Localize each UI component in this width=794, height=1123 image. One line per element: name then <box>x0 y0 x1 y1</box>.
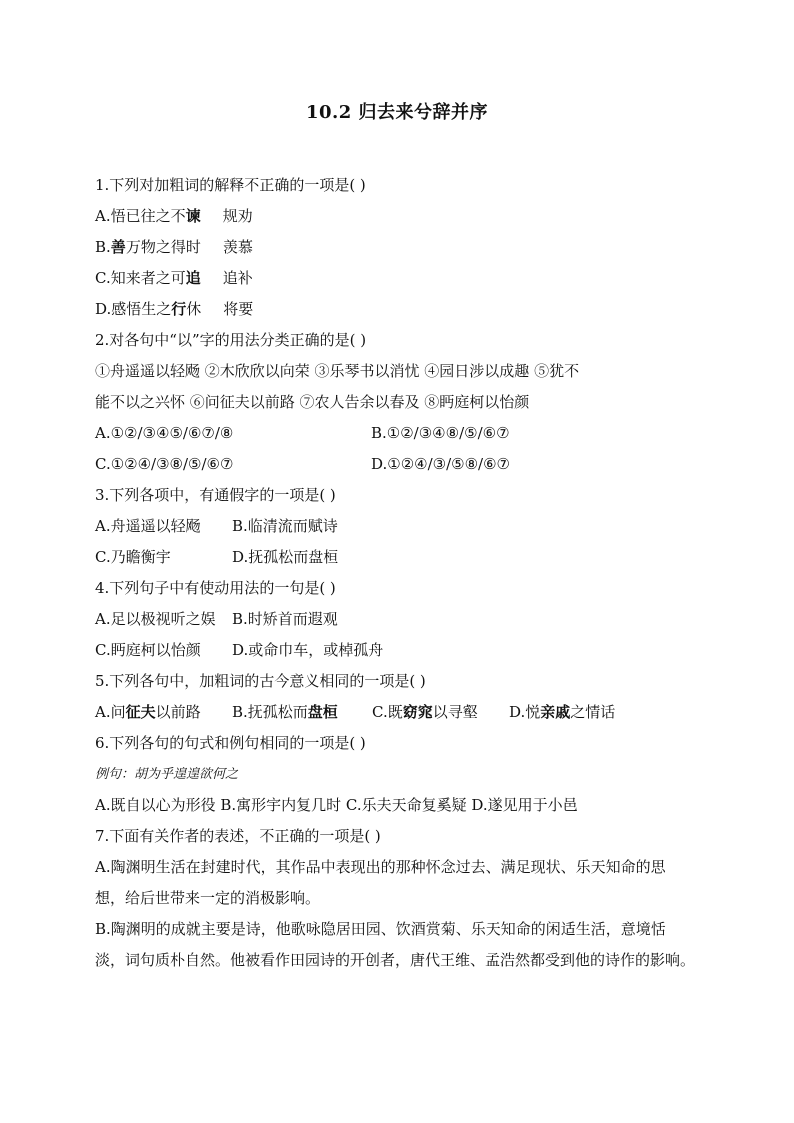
question-4-stem: 4.下列句子中有使动用法的一句是( ) <box>95 579 336 597</box>
question-4-options-cd <box>95 635 695 666</box>
question-5-option-d: D.悦亲戚之情话 <box>509 703 616 721</box>
question-6-stem: 6.下列各句的句式和例句相同的一项是( ) <box>95 734 366 752</box>
question-2-options-cd <box>95 449 695 480</box>
question-3-stem: 3.下列各项中，有通假字的一项是( ) <box>95 486 336 504</box>
bold-word: 善 <box>110 238 126 256</box>
page-title: 10.2 归去来兮辞并序 <box>305 102 489 123</box>
question-2-option-d: D.①②④/③/⑤⑧/⑥⑦ <box>371 455 510 473</box>
question-2-items-line-1: ①舟遥遥以轻飏 ②木欣欣以向荣 ③乐琴书以消忧 ④园日涉以成趣 ⑤犹不 <box>95 362 580 380</box>
question-7-option-b: B.陶渊明的成就主要是诗，他歌咏隐居田园、饮酒赏菊、乐天知命的闲适生活，意境恬淡，词句质朴自然。他被看作田园诗的开创者，唐代王维、孟浩然都受到他的诗作的影响。 <box>95 920 696 969</box>
question-7-stem: 7.下面有关作者的表述，不正确的一项是( ) <box>95 827 381 845</box>
question-2-options-ab <box>95 418 695 449</box>
bold-word: 谏 <box>185 207 201 225</box>
question-1-option-d: D.感悟生之行休 将要 <box>95 300 254 318</box>
bold-word: 行 <box>171 300 187 318</box>
definition: 追补 <box>222 269 253 287</box>
question-3-option-a: A.舟遥遥以轻飏 <box>95 517 201 535</box>
question-3-option-b: B.临清流而赋诗 <box>232 517 338 535</box>
definition: 羡慕 <box>222 238 253 256</box>
question-3-option-d: D.抚孤松而盘桓 <box>232 548 339 566</box>
question-5-option-a: A.问征夫以前路 <box>95 703 201 721</box>
bold-word: 征夫 <box>125 703 156 721</box>
question-6-example: 例句：胡为乎遑遑欲何之 <box>95 767 239 782</box>
question-3-option-c: C.乃瞻衡宇 <box>95 548 171 566</box>
definition: 规劝 <box>222 207 253 225</box>
question-7-option-a: A.陶渊明生活在封建时代，其作品中表现出的那种怀念过去、满足现状、乐天知命的思想，给后世带来一定的消极影响。 <box>95 858 666 907</box>
question-1-option-a: A.悟已往之不谏 规劝 <box>95 207 253 225</box>
bold-word: 追 <box>185 269 201 287</box>
question-4-option-d: D.或命巾车，或棹孤舟 <box>232 641 384 659</box>
question-6-options: A.既自以心为形役 B.寓形宇内复几时 C.乐夫天命复奚疑 D.遂见用于小邑 <box>95 796 578 814</box>
question-3-options-cd <box>95 542 695 573</box>
question-4-option-c: C.眄庭柯以怡颜 <box>95 641 201 659</box>
question-2-option-b: B.①②/③④⑧/⑤/⑥⑦ <box>371 424 510 442</box>
definition: 将要 <box>223 300 254 318</box>
question-1-option-c: C.知来者之可追 追补 <box>95 269 253 287</box>
question-5-option-c: C.既窈窕以寻壑 <box>372 703 478 721</box>
question-1-option-b: B.善万物之得时 羡慕 <box>95 238 253 256</box>
bold-word: 窈窕 <box>402 703 433 721</box>
bold-word: 盘桓 <box>307 703 338 721</box>
question-2-option-c: C.①②④/③⑧/⑤/⑥⑦ <box>95 455 234 473</box>
question-2-stem: 2.对各句中“以”字的用法分类正确的是( ) <box>95 331 367 349</box>
question-5-options <box>95 697 695 728</box>
question-4-option-b: B.时矫首而遐观 <box>232 610 338 628</box>
question-3-options-ab <box>95 511 695 542</box>
question-4-options-ab <box>95 604 695 635</box>
question-4-option-a: A.足以极视听之娱 <box>95 610 216 628</box>
question-2-option-a: A.①②/③④⑤/⑥⑦/⑧ <box>95 424 234 442</box>
question-list <box>95 170 695 976</box>
question-2-items-line-2: 能不以之兴怀 ⑥问征夫以前路 ⑦农人告余以春及 ⑧眄庭柯以怡颜 <box>95 393 530 411</box>
question-1-stem: 1.下列对加粗词的解释不正确的一项是( ) <box>95 176 366 194</box>
question-5-stem: 5.下列各句中，加粗词的古今意义相同的一项是( ) <box>95 672 426 690</box>
bold-word: 亲戚 <box>540 703 571 721</box>
question-5-option-b: B.抚孤松而盘桓 <box>232 703 338 721</box>
